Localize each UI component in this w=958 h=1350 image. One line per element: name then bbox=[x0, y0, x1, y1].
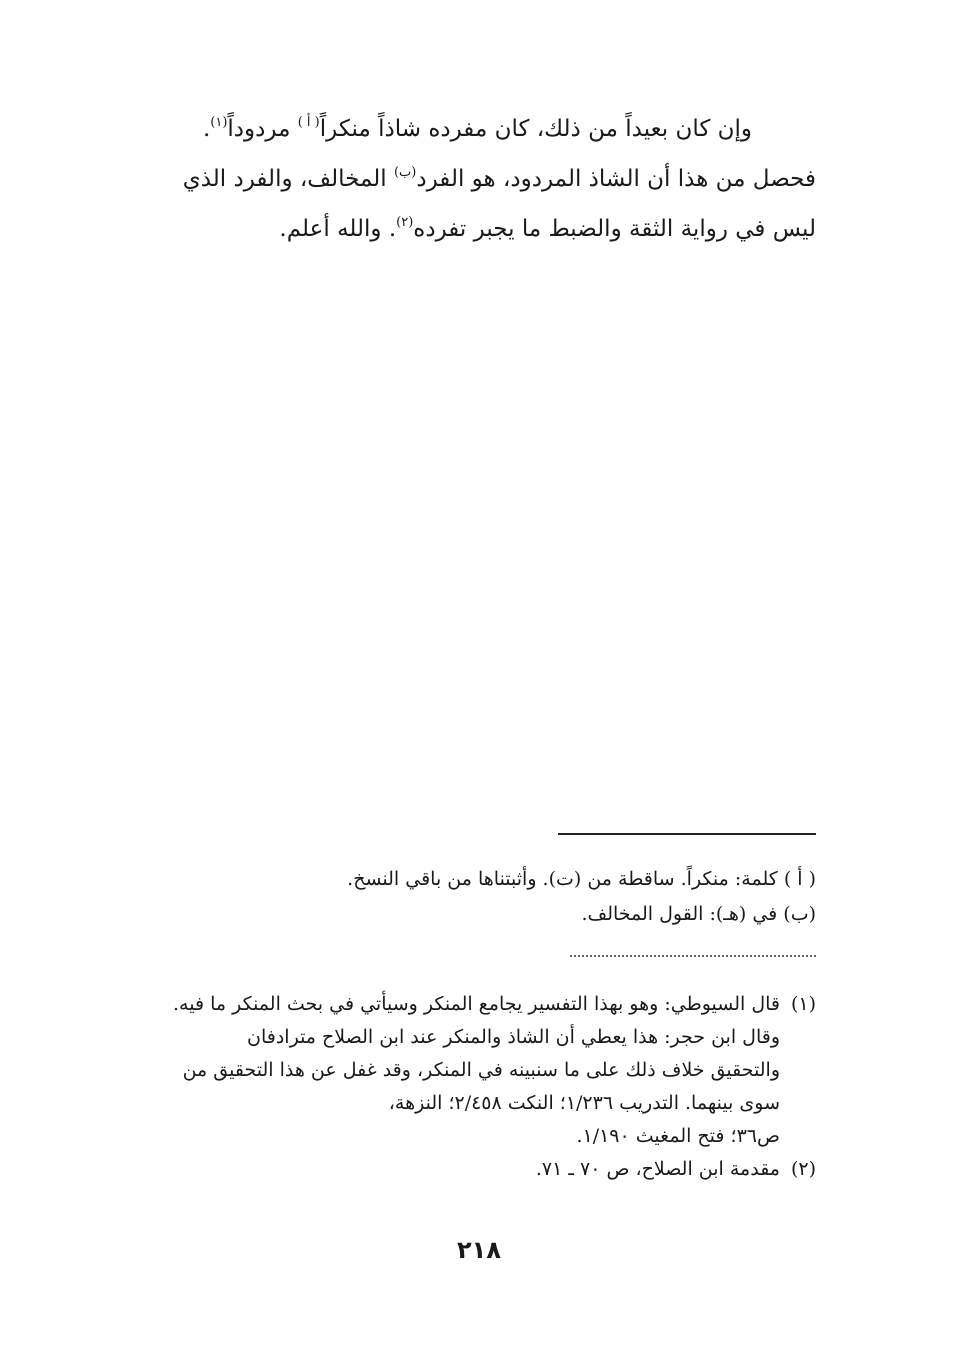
variant-notes bbox=[116, 862, 816, 932]
main-text-line-3 bbox=[116, 204, 816, 254]
footnote-item bbox=[116, 1153, 816, 1186]
footnote-line: قال السيوطي: وهو بهذا التفسير يجامع المنكر وسيأتي في بحث المنكر ما فيه. bbox=[173, 993, 780, 1015]
footnote-ref-2: (٢) bbox=[396, 215, 414, 230]
footnote-lines bbox=[116, 1153, 780, 1186]
footnote-lines bbox=[116, 988, 780, 1153]
footnote-line: والتحقيق خلاف ذلك على ما سنبينه في المنكر، وقد غفل عن هذا التحقيق من bbox=[182, 1059, 780, 1081]
variant-note: (ب) في (هـ): القول المخالف. bbox=[581, 903, 816, 925]
dotted-separator bbox=[570, 955, 816, 957]
line-2-text-2: المخالف، والفرد الذي bbox=[182, 166, 394, 192]
line-1-text-2: مردوداً bbox=[227, 116, 298, 142]
footnote-number: (٢) bbox=[790, 1158, 816, 1180]
line-3-text: ليس في رواية الثقة والضبط ما يجبر تفرده bbox=[413, 216, 816, 242]
variant-note: ( أ ) كلمة: منكراً. ساقطة من (ت). وأثبتناها من باقي النسخ. bbox=[347, 868, 816, 890]
footnote-line: ص٣٦؛ فتح المغيث ١/١٩٠. bbox=[576, 1125, 780, 1147]
footnote-number: (١) bbox=[790, 993, 816, 1015]
variant-ref-a: ( أ ) bbox=[297, 115, 320, 130]
line-2-text: فحصل من هذا أن الشاذ المردود، هو الفرد bbox=[416, 166, 816, 192]
page-number: ٢١٨ bbox=[457, 1236, 501, 1264]
line-1-text: وإن كان بعيداً من ذلك، كان مفرده شاذاً منكراً bbox=[319, 116, 752, 142]
main-text bbox=[116, 104, 816, 254]
footnote-ref-1: (١) bbox=[210, 115, 228, 130]
line-1-end: . bbox=[202, 116, 211, 142]
line-3-text-2: . والله أعلم. bbox=[279, 216, 397, 242]
footnote-separator bbox=[558, 833, 816, 835]
main-text-line-1 bbox=[116, 104, 816, 154]
footnotes bbox=[116, 988, 816, 1186]
footnote-line: مقدمة ابن الصلاح، ص ٧٠ ـ ٧١. bbox=[535, 1158, 780, 1180]
footnote-line: وقال ابن حجر: هذا يعطي أن الشاذ والمنكر عند ابن الصلاح مترادفان bbox=[247, 1026, 780, 1048]
variant-ref-b: (ب) bbox=[393, 165, 417, 180]
footnote-item bbox=[116, 988, 816, 1153]
main-text-line-2 bbox=[116, 154, 816, 204]
footnote-line: سوى بينهما. التدريب ١/٢٣٦؛ النكت ٢/٤٥٨؛ النزهة، bbox=[388, 1092, 780, 1114]
